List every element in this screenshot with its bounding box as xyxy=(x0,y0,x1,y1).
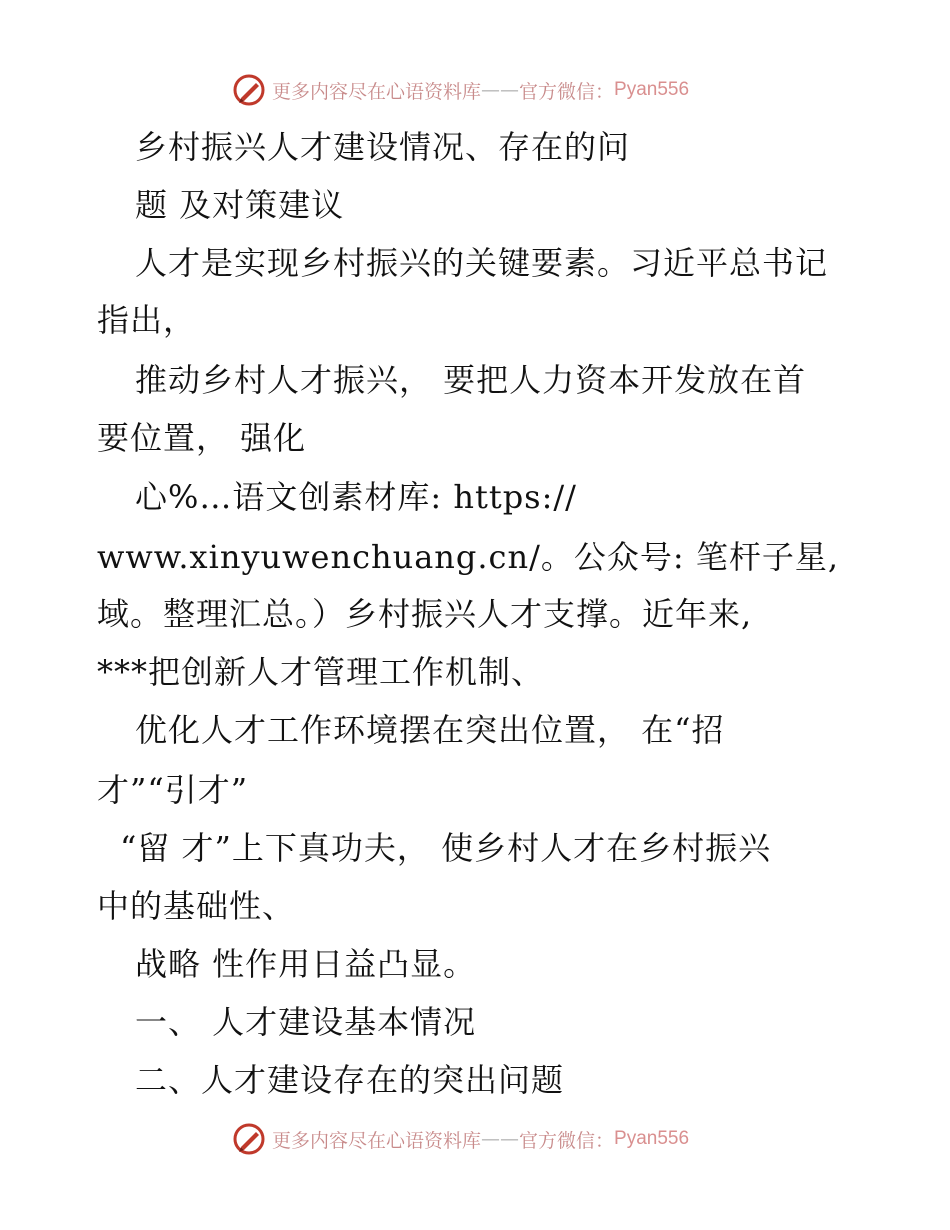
header-watermark xyxy=(232,73,689,107)
paragraph-line: 推动乡村人才振兴， 要把人力资本开发放在首 xyxy=(135,361,807,399)
section-heading: 二、人才建设存在的突出问题 xyxy=(135,1061,565,1099)
watermark-wechat-id: Pyan556 xyxy=(614,79,690,100)
doc-title-line-2: 题 及对策建议 xyxy=(135,186,345,224)
watermark-text: 更多内容尽在心语资料库 xyxy=(272,80,482,103)
watermark-wechat-id: Pyan556 xyxy=(614,1128,690,1149)
paragraph-line: ***把创新人才管理工作机制、 xyxy=(97,653,545,691)
paragraph-line: 才”“引才” xyxy=(97,771,249,809)
paragraph-line: 域。整理汇总。）乡村振兴人才支撑。近年来, xyxy=(97,595,753,633)
doc-title-line-1: 乡村振兴人才建设情况、存在的问 xyxy=(135,128,631,166)
paragraph-line: 战略 性作用日益凸显。 xyxy=(135,945,477,983)
footer-watermark xyxy=(232,1122,689,1156)
section-heading: 一、 人才建设基本情况 xyxy=(135,1003,477,1041)
pen-logo-icon xyxy=(232,73,266,107)
paragraph-line: 优化人才工作环境摆在突出位置， 在“招 xyxy=(135,711,725,749)
watermark-official-label: 官方微信： xyxy=(519,80,615,103)
paragraph-line: 人才是实现乡村振兴的关键要素。习近平总书记 xyxy=(135,244,829,282)
watermark-dash: —— xyxy=(481,1128,520,1150)
paragraph-line: 心%…语文创素材库: https:// xyxy=(135,478,577,516)
watermark-text: 更多内容尽在心语资料库 xyxy=(272,1129,482,1152)
watermark-official-label: 官方微信： xyxy=(519,1129,615,1152)
paragraph-line: 中的基础性、 xyxy=(97,887,296,925)
watermark-dash: —— xyxy=(481,79,520,101)
paragraph-line: 要位置， 强化 xyxy=(97,419,307,457)
pen-logo-icon xyxy=(232,1122,266,1156)
paragraph-line: www.xinyuwenchuang.cn/。公众号: 笔杆子星, xyxy=(97,538,839,576)
paragraph-line: “留 才”上下真功夫， 使乡村人才在乡村振兴 xyxy=(120,829,772,867)
paragraph-line: 指出， xyxy=(97,301,197,339)
